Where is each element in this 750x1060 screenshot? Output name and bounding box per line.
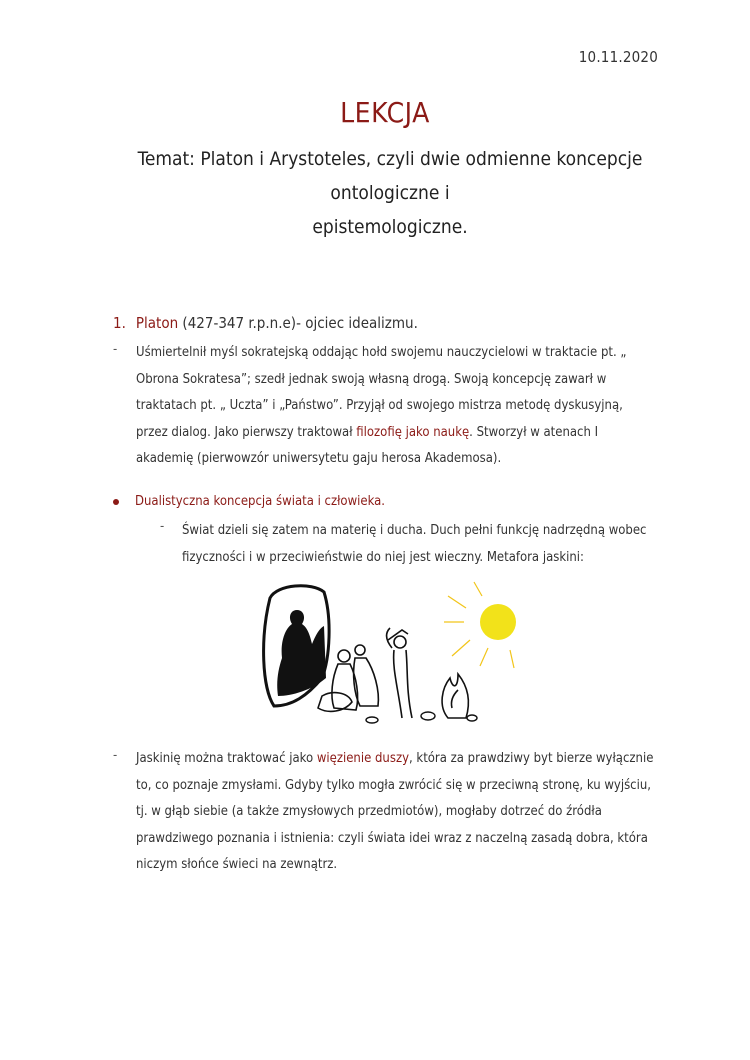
list-dash: -	[113, 748, 118, 763]
section-subtitle: (427-347 r.p.n.e)- ojciec idealizmu.	[178, 314, 418, 332]
list-dash: -	[113, 342, 118, 357]
list-dash: -	[160, 519, 165, 534]
lesson-date: 10.11.2020	[578, 48, 658, 66]
sun-icon	[444, 582, 516, 668]
paragraph-world-division: Świat dzieli się zatem na materię i ducha. Duch pełni funkcję nadrzędną wobec fizyczności i w przeciwieństwie do niej jest wieczny. Metafora jaskini:	[182, 523, 647, 565]
topic-line-1: Temat: Platon i Arystoteles, czyli dwie odmienne koncepcje ontologiczne i	[137, 148, 643, 204]
topic-line-2: epistemologiczne.	[312, 216, 468, 238]
paragraph-text: , która za prawdziwy byt bierze wyłącznie to, co poznaje zmysłami. Gdyby tylko mogła zwrócić się w przeciwną stronę, ku wyjściu, tj. w głąb siebie (a także zmysłowych przedmiotów), mogłaby dotrzeć do źródła prawdziwego poznania i istnienia: czyli świata idei wraz z naczelną zasadą dobra, która niczym słońce świeci na zewnątrz.	[136, 751, 654, 872]
bullet-dot-icon	[113, 499, 119, 505]
lesson-topic	[110, 142, 670, 244]
prisoner-figures	[318, 628, 412, 718]
bullet-label: Dualistyczna koncepcja świata i człowieka.	[135, 494, 386, 509]
section-name: Platon	[135, 314, 179, 332]
section-heading-platon	[113, 314, 418, 332]
paragraph-text: . Stworzył w atenach I akademię (pierwowzór uniwersytetu gaju herosa Akademosa).	[136, 424, 599, 466]
fire-icon	[442, 674, 468, 718]
highlighted-term: filozofię jako naukę	[356, 424, 470, 440]
paragraph-text: Jaskinię można traktować jako	[136, 751, 317, 766]
highlighted-term: więzienie duszy	[316, 751, 409, 766]
paragraph-cave-metaphor	[136, 746, 661, 879]
section-number: 1.	[113, 314, 126, 332]
paragraph-platon-bio	[136, 340, 646, 473]
cave-allegory-illustration	[252, 578, 522, 728]
page-title: LEKCJA	[340, 96, 430, 129]
bullet-dualism	[113, 494, 385, 509]
paragraph-text: Uśmiertelnił myśl sokratejską oddając hołd swojemu nauczycielowi w traktacie pt. „ Obrona Sokratesa”; szedł jednak swoją własną drogą. Swoją koncepcję zawarł w traktatach pt. „ Uczta” i „Państwo”. Przyjął od swojego mistrza metodę dyskusyjną, przez dialog. Jako pierwszy traktował	[136, 345, 627, 440]
